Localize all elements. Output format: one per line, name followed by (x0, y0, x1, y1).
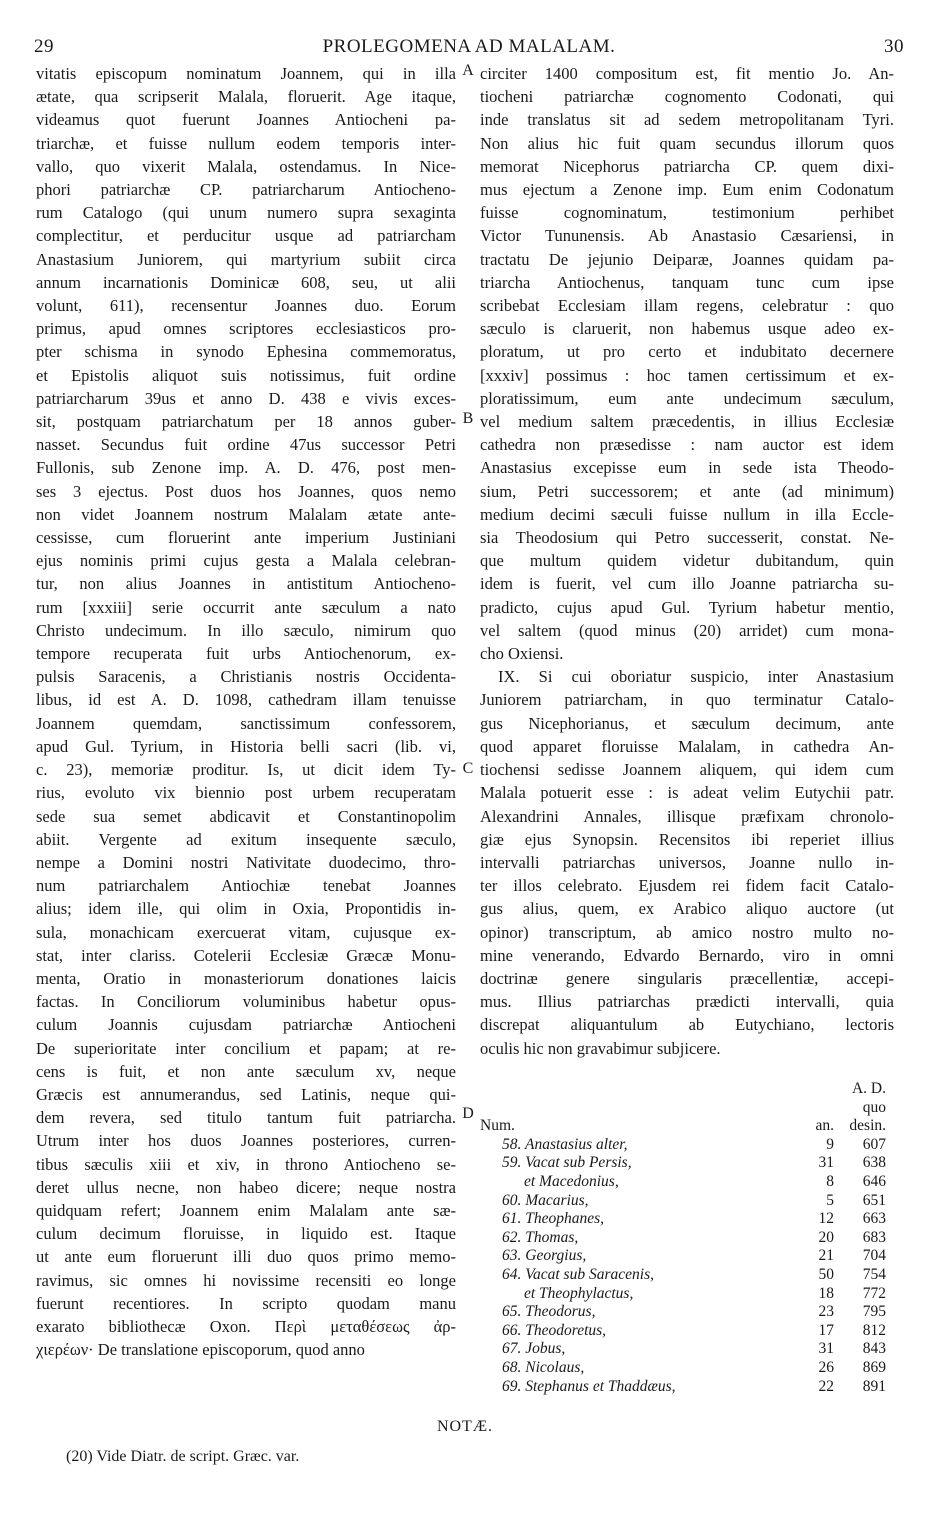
text-line: intervalli patriarchas universos, Joanne nullo in- (480, 852, 894, 872)
text-line: annum incarnationis Dominicæ 608, seu, ut alii (36, 272, 456, 292)
text-line: tur, non alius Joannes in antistitum Antiocheno- (36, 574, 456, 594)
header-desin: desin. (849, 1117, 886, 1135)
text-line: Alexandrini Annales, illisque præfixam chronolo- (480, 806, 894, 826)
table-body (480, 1136, 894, 1396)
table-row (480, 1210, 894, 1229)
years-count: 21 (818, 1247, 834, 1265)
end-year: 646 (862, 1172, 886, 1190)
text-line: ses 3 ejectus. Post duos hos Joannes, quos nemo (36, 481, 456, 501)
notae-heading: NOTÆ. (436, 1418, 494, 1435)
years-count: 8 (826, 1172, 834, 1190)
patriarch-name: 61. Theophanes, (502, 1210, 605, 1228)
text-line: ravimus, sic omnes hi novissime recensiti eo longe (36, 1270, 456, 1290)
margin-letter-c: C (462, 760, 474, 777)
text-line: triarcha Antiochenus, tanquam tunc cum ipse (480, 272, 894, 292)
text-line: discrepat aliquantulum ab Eutychiano, lectoris (480, 1015, 894, 1035)
text-line: fuerunt recentiores. In scripto quodam manu (36, 1293, 456, 1313)
text-line: exarato bibliothecæ Oxon. Περὶ μεταθέσεως ἀρ- (36, 1316, 456, 1336)
patriarch-name: 67. Jobus, (502, 1340, 566, 1358)
running-title: PROLEGOMENA AD MALALAM. (322, 36, 616, 57)
text-line: Malala potuerit esse : is adeat velim Eutychii patr. (480, 783, 894, 803)
text-line: mine venerando, Edvardo Bernardo, viro in omni (480, 945, 894, 965)
text-line: gus Nicephorianus, et sæculum decimum, ante (480, 713, 894, 733)
text-line: rum Catalogo (qui unum numero supra sexaginta (36, 203, 456, 223)
end-year: 869 (862, 1358, 886, 1376)
end-year: 651 (862, 1191, 886, 1209)
text-line: Non alius hic fuit quam secundus illorum quos (480, 133, 894, 153)
text-line: inde translatus sit ad sedem metropolitanam Tyri. (480, 110, 894, 130)
table-row (480, 1229, 894, 1248)
end-year: 607 (862, 1135, 886, 1153)
text-line: medium decimi sæculi fuisse nullum in illa Eccle- (480, 504, 894, 524)
text-line: pter schisma in synodo Ephesina commemoratus, (36, 342, 456, 362)
years-count: 26 (818, 1358, 834, 1376)
footnote: (20) Vide Diatr. de script. Græc. var. (66, 1448, 300, 1465)
text-line: complectitur, et perducitur usque ad patriarcham (36, 226, 456, 246)
header-quo: quo (862, 1098, 886, 1116)
text-line: c. 23), memoriæ proditur. Is, ut dicit idem Ty- (36, 760, 456, 780)
text-line: Græcis est annumerandus, sed Latinis, neque qui- (36, 1084, 456, 1104)
years-count: 5 (826, 1191, 834, 1209)
patriarch-name: 63. Georgius, (502, 1247, 587, 1265)
text-line: mus ejectum a Zenone imp. Eum enim Codonatum (480, 180, 894, 200)
page-number-left: 29 (34, 36, 54, 57)
table-row (480, 1192, 894, 1211)
text-line: ploratum, ut pro certo et indubitato decernere (480, 342, 894, 362)
table-row (480, 1378, 894, 1397)
years-count: 31 (818, 1340, 834, 1358)
table-header-row-2 (480, 1099, 894, 1118)
end-year: 638 (862, 1154, 886, 1172)
text-line: cathedra non præsedisse : nam auctor est idem (480, 435, 894, 455)
text-line: ploratissimum, eum ante undecimum sæculum, (480, 388, 894, 408)
end-year: 891 (862, 1377, 886, 1395)
header-ad: A. D. (851, 1080, 886, 1097)
years-count: 17 (818, 1321, 834, 1339)
text-line: tiochensi sedisse Joannem aliquem, qui idem cum (480, 760, 894, 780)
end-year: 704 (862, 1247, 886, 1265)
margin-letter-d: D (462, 1105, 474, 1122)
text-line: vel saltem (quod minus (20) arridet) cum mona- (480, 620, 894, 640)
text-line: scribebat Ecclesiam illam regens, celebratur : quo (480, 296, 894, 316)
text-line: vel medium saltem præcedentis, in illius Ecclesiæ (480, 412, 894, 432)
table-header-row-3 (480, 1117, 894, 1136)
text-line: sium, Petri successorem; et ante (ad minimum) (480, 481, 894, 501)
text-line: alius; idem ille, qui olim in Oxia, Propontidis in- (36, 899, 456, 919)
page-number-right: 30 (884, 36, 904, 57)
text-line: fuisse cognominatum, testimonium perhibet (480, 203, 894, 223)
text-line: factas. In Conciliorum voluminibus habetur opus- (36, 992, 456, 1012)
patriarch-name: 66. Theodoretus, (502, 1321, 607, 1339)
text-line: tempore recuperata fuit urbs Antiochenorum, ex- (36, 644, 456, 664)
text-line: stat, inter clariss. Cotelerii Ecclesiæ Græcæ Monu- (36, 945, 456, 965)
text-line: cho Oxiensi. (480, 644, 564, 664)
patriarch-name: 65. Theodorus, (502, 1303, 596, 1321)
text-line: Victor Tununensis. Ab Anastasio Cæsariensi, in (480, 226, 894, 246)
text-line: De superioritate inter concilium et papam; at re- (36, 1038, 456, 1058)
text-line: Anastasius excepisse eum in sede ista Theodo- (480, 458, 894, 478)
text-line: vitatis episcopum nominatum Joannem, qui in illa (36, 64, 456, 83)
text-line: menta, Oratio in monasteriorum donationes laicis (36, 968, 456, 988)
text-line: Anastasium Juniorem, qui martyrium subiit circa (36, 249, 456, 269)
text-line: volunt, 611), recensentur Joannes duo. Eorum (36, 296, 456, 316)
text-line: libus, id est A. D. 1098, cathedram illam tenuisse (36, 690, 456, 710)
text-line: patriarcharum 39us et anno D. 438 e vivis exces- (36, 388, 456, 408)
patriarch-name: 69. Stephanus et Thaddæus, (502, 1377, 676, 1395)
text-line: Joannem quemdam, sanctissimum confessorem, (36, 713, 456, 733)
text-line: idem is fuerit, vel cum illo Joanne patriarcha su- (480, 574, 894, 594)
margin-letter-a: A (462, 62, 474, 79)
text-line: [xxxiv] possimus : hoc tamen certissimum et ex- (480, 365, 894, 385)
text-line: gus alius, quem, ex Arabico aliquo auctore (ut (480, 899, 894, 919)
text-line: pradicto, cujus apud Gul. Tyrium habetur mentio, (480, 597, 894, 617)
text-line: quidquam refert; Joannem enim Malalam ante sæ- (36, 1200, 456, 1220)
text-line: num patriarchalem Antiochiæ tenebat Joannes (36, 876, 456, 896)
running-header (34, 36, 904, 60)
text-line: deret ullus necne, non habeo dicere; neque nostra (36, 1177, 456, 1197)
end-year: 843 (862, 1340, 886, 1358)
text-line: primus, apud omnes scriptores ecclesiasticos pro- (36, 319, 456, 339)
patriarch-name: 60. Macarius, (502, 1191, 589, 1209)
years-count: 23 (818, 1303, 834, 1321)
text-line: oculis hic non gravabimur subjicere. (480, 1038, 721, 1058)
patriarch-name: 58. Anastasius alter, (502, 1135, 628, 1153)
text-line: non videt Joannem nostrum Malalam ætate ante- (36, 504, 456, 524)
patriarch-name: 68. Nicolaus, (502, 1358, 585, 1376)
text-line: apud Gul. Tyrium, in Historia belli sacri (lib. vi, (36, 736, 456, 756)
text-line: cessisse, cum floruerint ante imperium Justiniani (36, 528, 456, 548)
text-line: ter illos celebrato. Ejusdem rei fidem facit Catalo- (480, 876, 894, 896)
margin-letter-b: B (462, 410, 474, 427)
text-line: ejus nominis primi cujus gesta a Malala celebran- (36, 551, 456, 571)
text-line: nempe a Domini nostri Nativitate duodecimo, thro- (36, 852, 456, 872)
text-line: tractatu De jejunio Deiparæ, Joannes quidam pa- (480, 249, 894, 269)
end-year: 754 (862, 1265, 886, 1283)
text-line: dem revera, sed titulo tantum fuit patriarcha. (36, 1108, 456, 1128)
text-line: sit, postquam patriarchatum per 18 annos guber- (36, 412, 456, 432)
text-line: Fullonis, sub Zenone imp. A. D. 476, post men- (36, 458, 456, 478)
years-count: 18 (818, 1284, 834, 1302)
text-line: opinor) transcriptum, ab amico nostro multo no- (480, 922, 894, 942)
text-line: rius, evoluto vix biennio post urbem recuperatam (36, 783, 456, 803)
patriarch-name: 62. Thomas, (502, 1228, 579, 1246)
years-count: 31 (818, 1154, 834, 1172)
text-line: que multum quidem videtur dubitandum, quin (480, 551, 894, 571)
text-line: IX. Si cui oboriatur suspicio, inter Anastasium (498, 667, 894, 687)
text-line: culum Joannis cujusdam patriarchæ Antiocheni (36, 1015, 456, 1035)
patriarch-name: et Macedonius, (524, 1172, 619, 1190)
end-year: 812 (862, 1321, 886, 1339)
table-row (480, 1359, 894, 1378)
header-an: an. (815, 1117, 834, 1135)
table-row (480, 1154, 894, 1173)
end-year: 772 (862, 1284, 886, 1302)
end-year: 683 (862, 1228, 886, 1246)
table-header-row-1 (480, 1080, 894, 1099)
text-line: pulsis Saracenis, a Christianis nostris Occidenta- (36, 667, 456, 687)
table-row (480, 1340, 894, 1359)
patriarch-name: et Theophylactus, (524, 1284, 634, 1302)
text-line: ætate, qua scripserit Malala, floruerit. Age itaque, (36, 87, 456, 107)
text-line: vallo, quo vixerit Malala, ostendamus. In Nice- (36, 156, 456, 176)
text-line: culum decimum floruisse, in liquido est. Itaque (36, 1224, 456, 1244)
text-line: ut ante eum floruerunt illi duo quos primo memo- (36, 1247, 456, 1267)
text-line: Juniorem patriarcham, in quo terminatur Catalo- (480, 690, 894, 710)
text-line: mus. Illius patriarchas prædicti intervalli, quia (480, 992, 894, 1012)
right-column (480, 62, 894, 1060)
text-line: Christo undecimum. In illo sæculo, nimirum quo (36, 620, 456, 640)
years-count: 20 (818, 1228, 834, 1246)
text-line: sede sua semet abdicavit et Constantinopolim (36, 806, 456, 826)
text-line: rum [xxxiii] serie occurrit ante sæculum a nato (36, 597, 456, 617)
table-row (480, 1173, 894, 1192)
text-line: triarchæ, et fuisse nullum eodem temporis inter- (36, 133, 456, 153)
left-column (36, 62, 456, 1361)
table-row (480, 1266, 894, 1285)
text-line: doctrinæ genere singularis præcellentiæ, accepi- (480, 968, 894, 988)
text-line: tiocheni patriarchæ cognomento Codonati, qui (480, 87, 894, 107)
text-line: videamus quot fuerunt Joannes Antiocheni pa- (36, 110, 456, 130)
text-line: et Epistolis aliquot suis notissimus, fuit ordine (36, 365, 456, 385)
end-year: 663 (862, 1210, 886, 1228)
text-line: abiit. Vergente ad exitum insequente sæculo, (36, 829, 456, 849)
years-count: 12 (818, 1210, 834, 1228)
text-line: tibus sæculis xiii et xiv, in throno Antiocheno se- (36, 1154, 456, 1174)
patriarch-name: 64. Vacat sub Saracenis, (502, 1265, 654, 1283)
patriarch-name: 59. Vacat sub Persis, (502, 1154, 632, 1172)
table-row (480, 1285, 894, 1304)
text-line: sia Theodosium qui Petro successerit, constat. Ne- (480, 528, 894, 548)
text-line: quod apparet floruisse Malalam, in cathedra An- (480, 736, 894, 756)
table-row (480, 1136, 894, 1155)
table-row (480, 1322, 894, 1341)
table-row (480, 1303, 894, 1322)
text-line: sula, monachicam exercuerat vitam, cujusque ex- (36, 922, 456, 942)
text-line: circiter 1400 compositum est, fit mentio Jo. An- (480, 64, 894, 83)
header-num: Num. (480, 1117, 515, 1135)
text-line: phori patriarchæ CP. patriarcharum Antiocheno- (36, 180, 456, 200)
years-count: 22 (818, 1377, 834, 1395)
text-line: memorat Nicephorus patriarcha CP. quem dixi- (480, 156, 894, 176)
text-line: χιερέων· De translatione episcoporum, quod anno (36, 1340, 365, 1360)
text-line: cens is fuit, et non ante sæculum xv, neque (36, 1061, 456, 1081)
text-line: Utrum inter hos duos Joannes posteriores, curren- (36, 1131, 456, 1151)
text-line: sæculo is claruerit, non habemus usque adeo ex- (480, 319, 894, 339)
text-line: nasset. Secundus fuit ordine 47us successor Petri (36, 435, 456, 455)
patriarch-table (480, 1080, 894, 1396)
years-count: 50 (818, 1265, 834, 1283)
end-year: 795 (862, 1303, 886, 1321)
text-line: giæ ejus Synopsin. Recensitos ibi reperiet illius (480, 829, 894, 849)
table-row (480, 1247, 894, 1266)
years-count: 9 (826, 1135, 834, 1153)
